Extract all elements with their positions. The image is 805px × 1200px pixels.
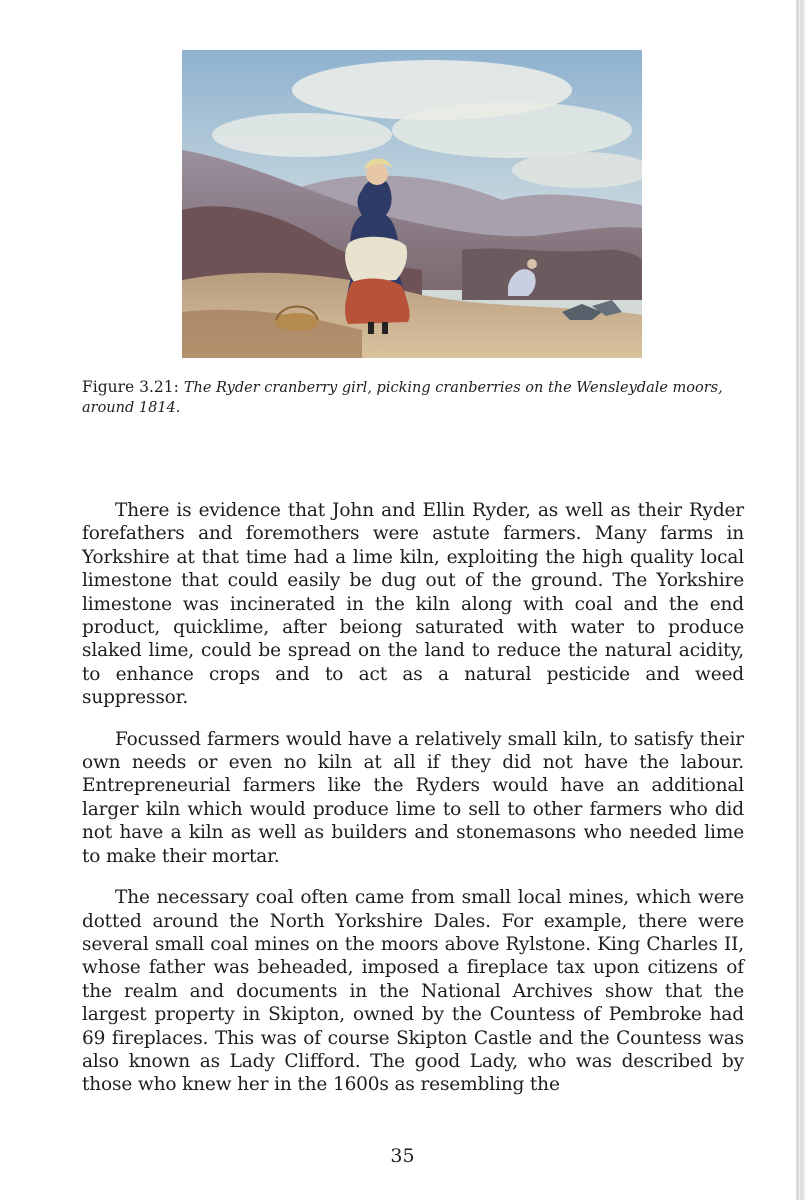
page-number: 35 (390, 1145, 415, 1167)
page-edge-shadow (796, 0, 805, 1200)
figure-caption-text: The Ryder cranberry girl, picking cranberries on the Wensleydale moors, around 1814. (82, 380, 723, 416)
figure-label: Figure 3.21: (82, 378, 179, 396)
cranberry-girl-illustration (182, 50, 642, 358)
paragraph: There is evidence that John and Ellin Ryder, as well as their Ryder forefathers and foremothers were astute farmers. Many farms in Yorkshire at that time had a lime kiln, exploiting the high quality local limestone that could easily be dug out of the ground. The Yorkshire limestone was incinerated in the kiln along with coal and the end product, quicklime, after beiong saturated with water to produce slaked lime, could be spread on the land to reduce the natural acidity, to enhance crops and to act as a natural pesticide and weed suppressor. (82, 500, 744, 709)
body-text (82, 499, 744, 1115)
paragraph: The necessary coal often came from small local mines, which were dotted around the North Yorkshire Dales. For example, there were several small coal mines on the moors above Rylstone. King Charles II, whose father was beheaded, imposed a fireplace tax upon citizens of the realm and documents in the National Archives show that the largest property in Skipton, owned by the Countess of Pembroke had 69 fireplaces. This was of course Skipton Castle and the Countess was also known as Lady Clifford. The good Lady, who was described by those who knew her in the 1600s as resembling the (82, 887, 744, 1096)
figure-caption (82, 378, 750, 418)
paragraph: Focussed farmers would have a relatively small kiln, to satisfy their own needs or even no kiln at all if they did not have the labour. Entrepreneurial farmers like the Ryders would have an additional larger kiln which would produce lime to sell to other farmers who did not have a kiln as well as builders and stonemasons who needed lime to make their mortar. (82, 728, 744, 867)
